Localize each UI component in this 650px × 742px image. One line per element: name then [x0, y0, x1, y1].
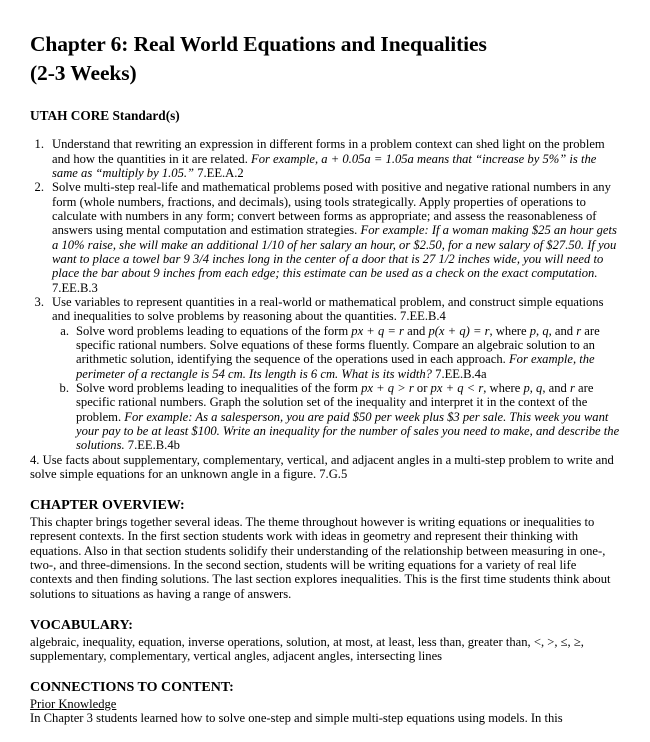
list-item-text: Use variables to represent quantities in a real-world or mathematical problem, and construct simple equations and inequalities to solve problems by reasoning about the quantities. [52, 294, 604, 324]
prior-knowledge-subheading: Prior Knowledge [30, 696, 117, 711]
list-item-text: Understand that rewriting an expression in different forms in a problem context can shed light on the problem and how the quantities in it are related. [52, 137, 605, 166]
list-item-marker: 3. [34, 294, 44, 309]
sub-item-math-3: p [529, 323, 537, 338]
standard-code: 7.G.5 [319, 467, 348, 482]
vocabulary-body: algebraic, inequality, equation, inverse operations, solution, at most, at least, less than, greater than, <, >, ≤, ≥, supplementary, complementary, vertical angles, adjacent angles, intersecting lines [30, 634, 584, 663]
list-item-marker: 1. [34, 137, 44, 152]
sub-item-text-part-3: , where [489, 323, 530, 338]
sub-item-example: For example, the perimeter of a rectangle is 54 cm. Its length is 6 cm. What is its width? [76, 352, 595, 381]
sub-item-text-part-2: or [413, 381, 431, 396]
list-item-text: Use facts about supplementary, complementary, vertical, and adjacent angles in a multi-step problem to write and solve simple equations for an unknown angle in a figure. [30, 452, 614, 482]
sub-item-text-part-5: , and [542, 381, 570, 396]
core-standards-sub-list [30, 324, 620, 453]
sub-item-text-part-3: , where [483, 381, 524, 396]
standard-code: 7.EE.B.3 [52, 280, 98, 295]
sub-list-item [30, 324, 620, 381]
sub-item-math-4: q [536, 381, 543, 396]
sub-item-text-part-1: Solve word problems leading to equations of the form [76, 323, 352, 338]
page-title-line-2: (2-3 Weeks) [30, 60, 137, 85]
list-item [30, 180, 620, 295]
sub-item-text-part-4: , [536, 323, 543, 338]
sub-item-math-1: px + q > r [361, 381, 414, 396]
sub-item-math-5: r [576, 323, 582, 338]
page-title-line-1: Chapter 6: Real World Equations and Inequalities [30, 32, 487, 56]
list-item-example: For example: If a woman making $25 an hour gets a 10% raise, she will make an additional 1/10 of her salary an hour, or $2.50, for a new salary of $27.50. If you want to place a towel bar 9 3/4 inches long in the center of a door that is 27 1/2 inches wide, you will need to place the bar about 9 inches from each edge; this estimate can be used as a check on the exact computation. [52, 223, 617, 281]
section-heading-connections: CONNECTIONS TO CONTENT: [30, 680, 234, 696]
sub-item-text-part-6: are specific rational numbers. Graph the solution set of the inequality and interpret it in the context of the problem. [76, 381, 594, 424]
list-item-marker: 4. [30, 452, 40, 467]
sub-item-text-part-5: , and [548, 323, 577, 338]
sub-item-math-3: p [523, 381, 530, 396]
standard-code: 7.EE.B.4b [127, 438, 180, 453]
section-heading-vocabulary: VOCABULARY: [30, 618, 133, 634]
sub-item-text-part-4: , [529, 381, 537, 396]
sub-item-text-part-6: are specific rational numbers. Solve equations of these forms fluently. Compare an algebraic solution to an arithmetic solution, identifying the sequence of the operations used in each approach. [76, 323, 600, 367]
list-item [30, 295, 620, 324]
chapter-overview-body: This chapter brings together several ideas. The theme throughout however is writing equations or inequalities to represent contexts. In the first section students work with ideas in geometry and represent their thinking with equations. Also in that section students solidify their understanding of the relationship between measuring in one-, two-, and three-dimensions. In the second section, students will be writing equations for a variety of real life contexts and then finding solutions. The last section explores inequalities. This is the first time students think about solutions to situations as having a range of answers. [30, 514, 611, 601]
sub-list-container [30, 324, 620, 453]
sub-item-math-4: q [542, 323, 549, 338]
standard-code: 7.EE.A.2 [197, 165, 244, 180]
list-item [30, 453, 620, 482]
section-heading-chapter-overview: CHAPTER OVERVIEW: [30, 498, 185, 514]
list-item-example: For example, a + 0.05a = 1.05a means that “increase by 5%” is the same as “multiply by 1.05.” [52, 151, 597, 180]
sub-list-item-marker: a. [60, 323, 69, 338]
sub-list-item-marker: b. [59, 381, 69, 396]
list-item [30, 137, 620, 180]
sub-item-math-1: px + q = r [351, 323, 404, 338]
sub-item-math-2: p(x + q) = r [428, 323, 490, 338]
standard-code: 7.EE.B.4a [435, 366, 487, 381]
list-item-text: Solve multi-step real-life and mathematical problems posed with positive and negative rational numbers in any form (whole numbers, fractions, and decimals), using tools strategically. Apply properties of operations to calculate with numbers in any form; convert between forms as appropriate; and assess the reasonableness of answers using mental computation and estimation strategies. [52, 180, 611, 238]
core-standards-list [30, 137, 620, 481]
standard-code: 7.EE.B.4 [400, 309, 446, 324]
sub-item-text-part-1: Solve word problems leading to inequalities of the form [76, 381, 362, 396]
list-item-marker: 2. [34, 180, 44, 195]
connections-body: In Chapter 3 students learned how to solve one-step and simple multi-step equations using models. In this [30, 711, 563, 726]
sub-item-math-2: px + q < r [430, 381, 484, 396]
sub-item-example: For example: As a salesperson, you are paid $50 per week plus $3 per sale. This week you want your pay to be at least $100. Write an inequality for the number of sales you need to make, and describe the solutions. [76, 409, 620, 453]
sub-list-item [30, 381, 620, 453]
sub-item-text-part-2: and [403, 323, 429, 338]
sub-item-math-5: r [569, 381, 575, 396]
section-heading-core-standards: UTAH CORE Standard(s) [30, 107, 180, 123]
page-title [30, 26, 620, 88]
